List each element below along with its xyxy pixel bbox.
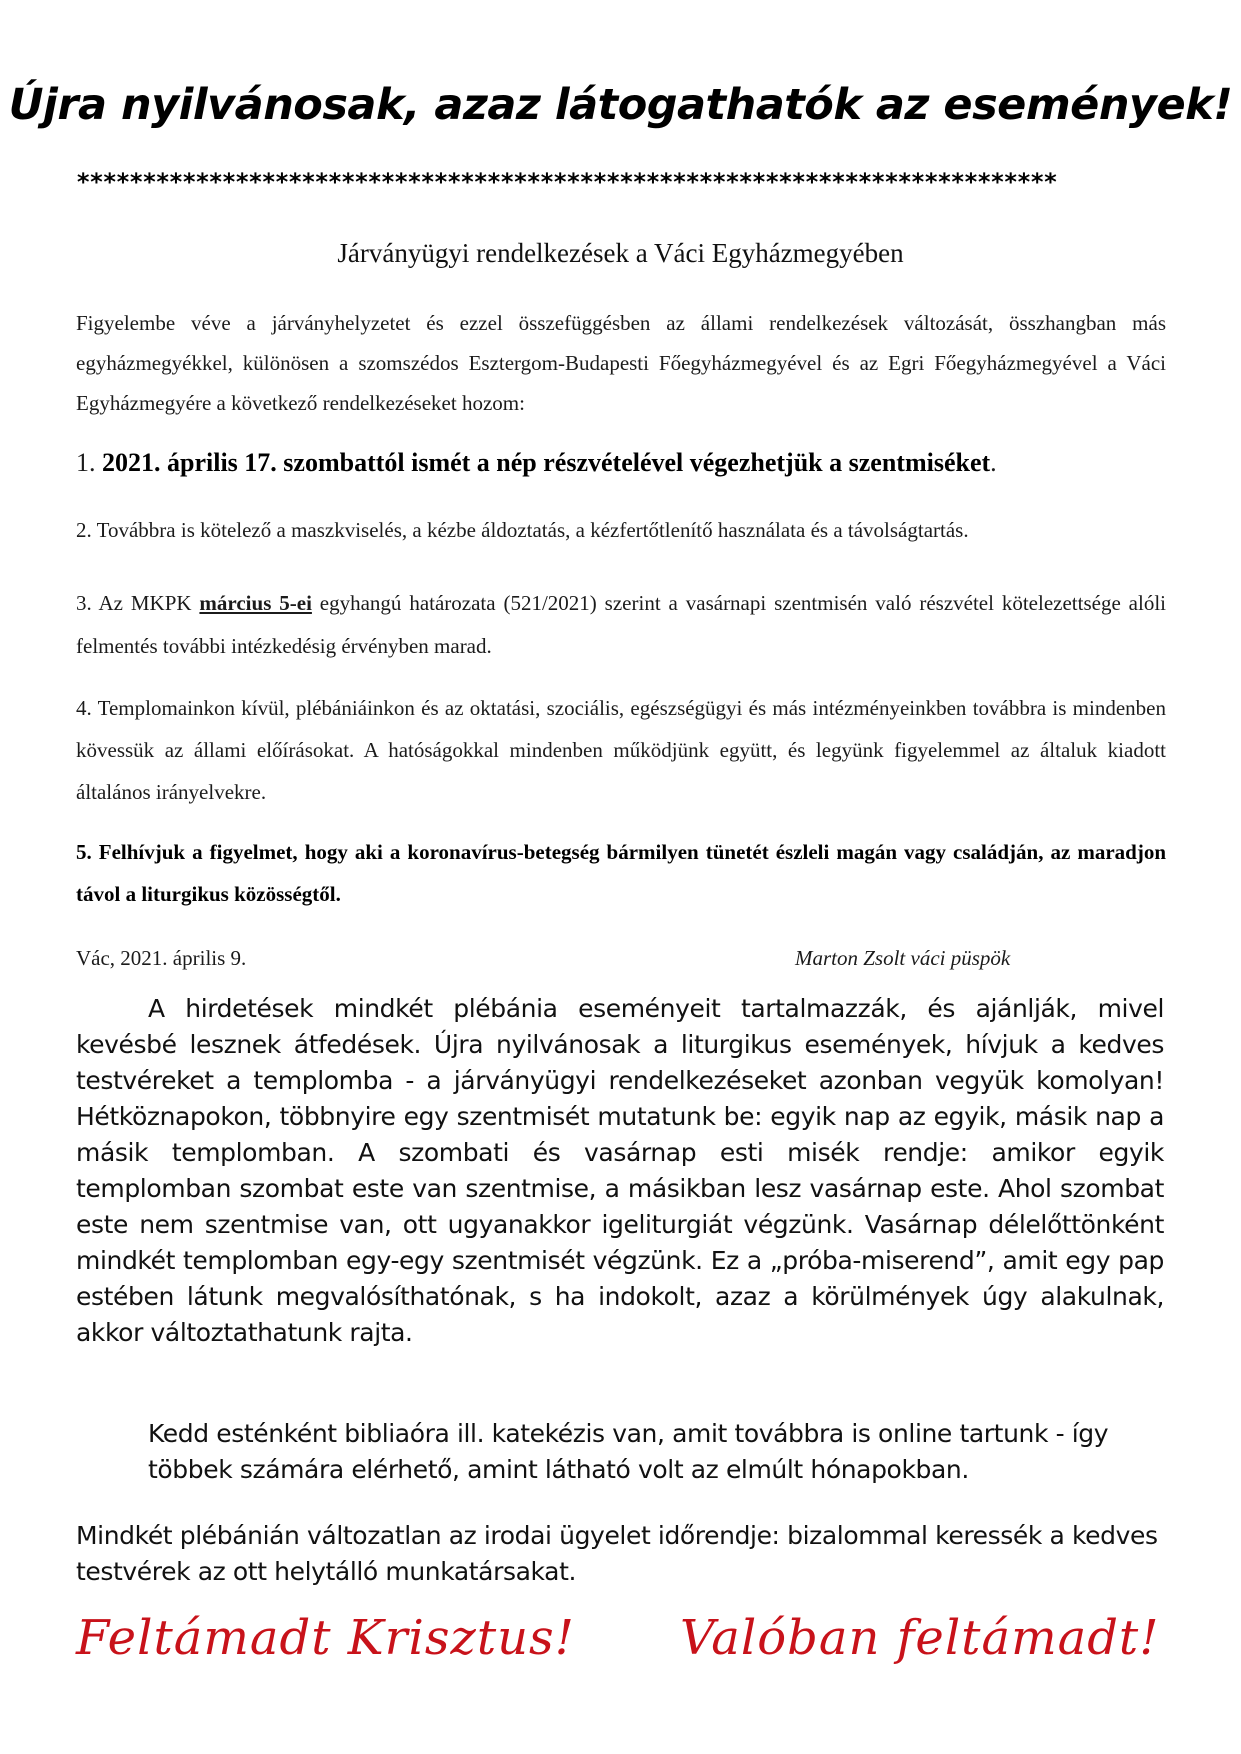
office-paragraph: Mindkét plébánián változatlan az irodai ügyelet időrendje: bizalommal keressék a kedves testvérek az ott helytálló munkatársakat. [76, 1521, 1158, 1586]
item-1-end: . [990, 448, 997, 477]
decree-item-3 [76, 582, 1166, 668]
place-date: Vác, 2021. április 9. [76, 946, 247, 970]
page-title: Újra nyilvánosak, azaz látogathatók az események! [8, 80, 1233, 130]
item-number: 1. [76, 448, 102, 477]
announcement-text: A hirdetések mindkét plébánia eseményeit tartalmazzák, és ajánlják, mivel kevésbé lesznek átfedések. Újra nyilvánosak a liturgikus események, hívjuk a kedves testvéreket a templomba - a járványügyi rendelkezéseket azonban vegyük komolyan! Hétköznapokon, többnyire egy szentmisét mutatunk be: egyik nap az egyik, másik nap a másik templomban. A szombati és vasárnap esti misék rendje: amikor egyik templomban szombat este van szentmise, a másikban lesz vasárnap este. Ahol szombat este nem szentmise van, ott ugyanakkor igeliturgiát végzünk. Vasárnap délelőttönként mindkét templomban egy-egy szentmisét végzünk. Ez a „próba-miserend”, amit egy pap estében látunk megvalósíthatónak, s ha indokolt, azaz a körülmények úgy alakulnak, akkor változtathatunk rajta. [76, 994, 1164, 1347]
item-3-date: március 5-ei [199, 591, 312, 615]
item-3-rest: egyhangú határozata (521/2021) szerint a vasárnapi szentmisén való részvétel kötelezettsége alóli felmentés további intézkedésig érvényben marad. [76, 591, 1166, 658]
item-3-start: 3. Az MKPK [76, 591, 200, 615]
greeting-left: Feltámadt Krisztus! [76, 1610, 575, 1666]
decree-item-4: 4. Templomainkon kívül, plébániáinkon és az oktatási, szociális, egészségügyi és más intézményeinkben továbbra is mindenben kövessük az állami előírásokat. A hatóságokkal mindenben működjünk együtt, és legyünk figyelemmel az általuk kiadott általános irányelvekre. [76, 696, 1166, 804]
separator-line: ************************************************************************** [76, 168, 1057, 196]
tuesday-paragraph: Kedd esténként bibliaóra ill. katekézis van, amit továbbra is online tartunk - így többek számára elérhető, amint látható volt az elmúlt hónapokban. [148, 1419, 1109, 1484]
decree-item-5: 5. Felhívjuk a figyelmet, hogy aki a koronavírus-betegség bármilyen tünetét észleli magán vagy családján, az maradjon távol a liturgikus közösségtől. [76, 840, 1166, 906]
greeting-right: Valóban feltámadt! [680, 1610, 1160, 1666]
decree-intro: Figyelembe véve a járványhelyzetet és ezzel összefüggésben az állami rendelkezések változását, összhangban más egyházmegyékkel, különösen a szomszédos Esztergom-Budapesti Főegyházmegyével és az Egri Főegyházmegyével a Váci Egyházmegyére a következő rendelkezéseket hozom: [76, 311, 1166, 415]
decree-title: Járványügyi rendelkezések a Váci Egyházmegyében [337, 238, 904, 268]
bishop-signature: Marton Zsolt váci püspök [795, 946, 1011, 970]
item-1-bold-text: 2021. április 17. szombattól ismét a nép részvételével végezhetjük a szentmiséket [102, 448, 991, 477]
announcement-paragraph [76, 991, 1164, 1351]
decree-item-2: 2. Továbbra is kötelező a maszkviselés, a kézbe áldoztatás, a kézfertőtlenítő használata és a távolságtartás. [76, 518, 969, 542]
decree-item-1 [76, 448, 1166, 478]
